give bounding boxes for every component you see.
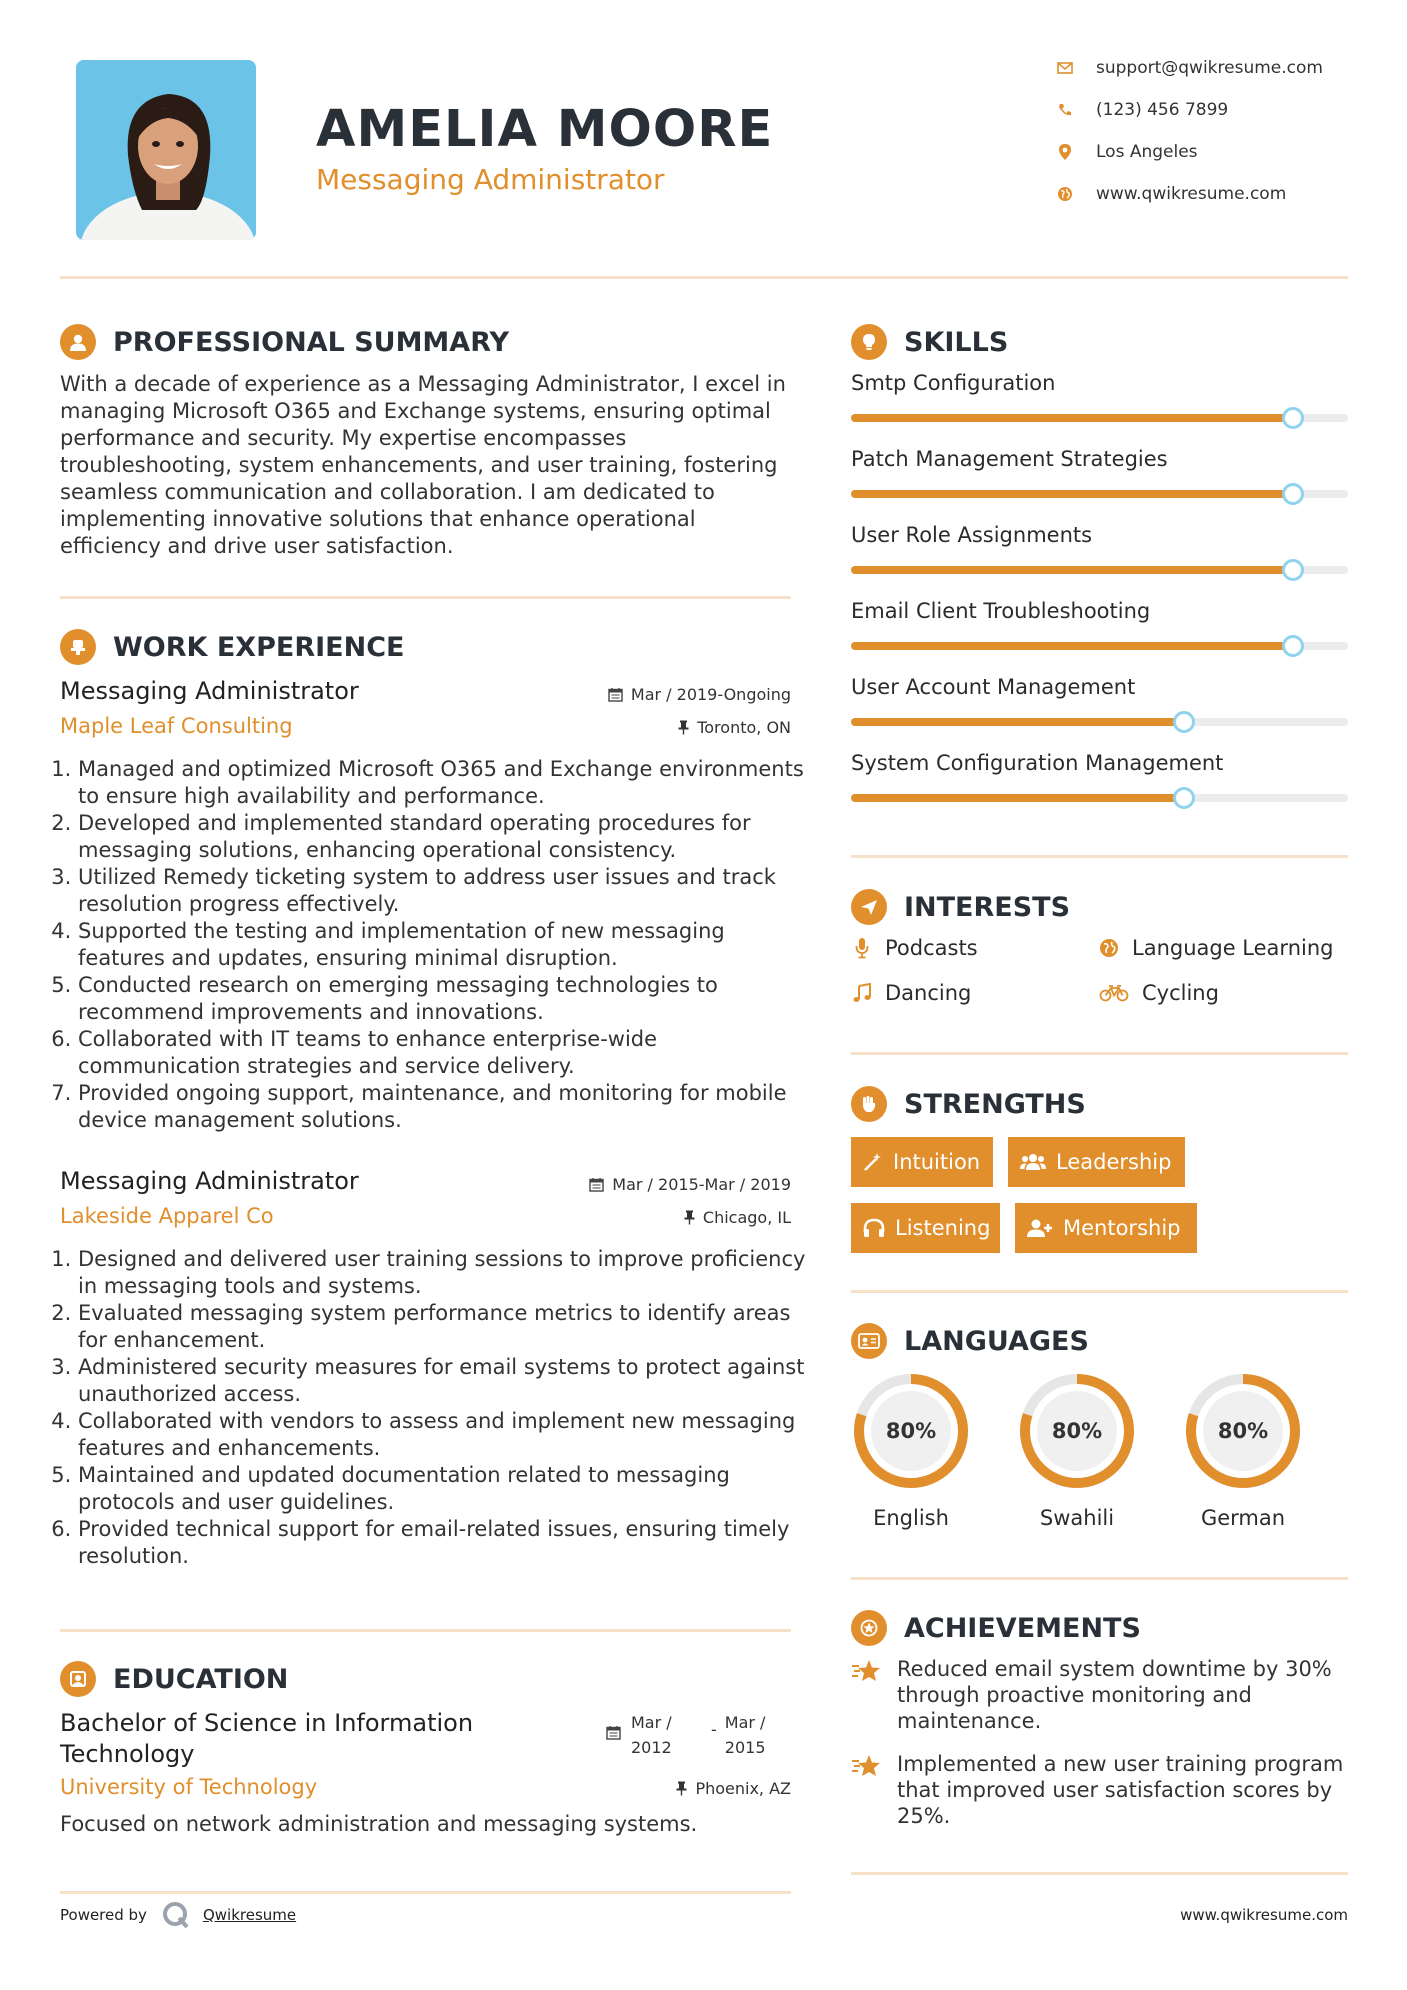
education-start: Mar / 2012 bbox=[631, 1713, 672, 1757]
header-divider bbox=[60, 276, 1348, 279]
pin-icon bbox=[676, 1781, 687, 1796]
skill-fill bbox=[851, 794, 1184, 802]
paper-plane-icon bbox=[851, 889, 887, 925]
duty-item: 6. Collaborated with IT teams to enhance enterprise-wide communication strategies and service delivery. bbox=[78, 1026, 818, 1080]
job-location: Chicago, IL bbox=[480, 1208, 791, 1227]
skill-label: User Account Management bbox=[851, 675, 1136, 699]
summary-text: With a decade of experience as a Messaging Administrator, I excel in managing Microsoft O365 and Exchange systems, ensuring optimal performance and security. My expertise encompasses troubleshooting, system enhancements, and user training, fostering seamless communication and collaboration. I am dedicated to implementing innovative solutions that enhance operational efficiency and drive user satisfaction. bbox=[60, 372, 786, 558]
strength-chip-leadership: Leadership bbox=[1008, 1137, 1185, 1187]
skill-label: System Configuration Management bbox=[851, 751, 1224, 775]
education-dates: Mar / 2012 - Mar / 2015 bbox=[606, 1710, 775, 1760]
interests-divider bbox=[851, 1052, 1348, 1055]
skills-heading: SKILLS bbox=[851, 324, 1008, 360]
pin-icon bbox=[684, 1210, 695, 1225]
trophy-star-icon bbox=[851, 1656, 887, 1734]
briefcase-icon bbox=[60, 629, 96, 665]
candidate-name: AMELIA MOORE bbox=[316, 100, 774, 159]
envelope-icon bbox=[1056, 59, 1074, 77]
duty-item: 5. Maintained and updated documentation related to messaging protocols and user guidelines. bbox=[78, 1462, 818, 1516]
language-ring bbox=[850, 1370, 972, 1492]
headphones-icon bbox=[863, 1218, 885, 1238]
languages-divider bbox=[851, 1577, 1348, 1580]
duty-item: 1. Managed and optimized Microsoft O365 and Exchange environments to ensure high availability and performance. bbox=[78, 756, 818, 810]
duty-item: 1. Designed and delivered user training sessions to improve proficiency in messaging tools and systems. bbox=[78, 1246, 818, 1300]
language-percent: 80% bbox=[1217, 1419, 1269, 1443]
skill-level-knob bbox=[1282, 635, 1304, 657]
graduate-icon bbox=[60, 1661, 96, 1697]
skill-track bbox=[851, 414, 1348, 422]
language-name: German bbox=[1200, 1506, 1286, 1530]
job-location: Toronto, ON bbox=[480, 718, 791, 737]
contact-location bbox=[1056, 142, 1356, 162]
summary-divider bbox=[60, 596, 791, 599]
duty-item: 4. Supported the testing and implementation of new messaging features and updates, ensuring minimal disruption. bbox=[78, 918, 818, 972]
footer-brand-link[interactable]: Qwikresume bbox=[202, 1906, 297, 1924]
skill-track bbox=[851, 642, 1348, 650]
trophy-star-icon bbox=[851, 1751, 887, 1829]
job-title: Messaging Administrator bbox=[60, 1167, 359, 1195]
duty-item: 5. Conducted research on emerging messaging technologies to recommend improvements and innovations. bbox=[78, 972, 818, 1026]
duty-item: 2. Developed and implemented standard operating procedures for messaging solutions, enhancing operational consistency. bbox=[78, 810, 818, 864]
achievements-heading: ACHIEVEMENTS bbox=[851, 1610, 1141, 1646]
language-name: English bbox=[873, 1506, 949, 1530]
user-icon bbox=[60, 324, 96, 360]
contact-email-text: support@qwikresume.com bbox=[1096, 58, 1323, 78]
users-icon bbox=[1020, 1152, 1046, 1172]
skill-label: Email Client Troubleshooting bbox=[851, 599, 1151, 623]
strength-chip-mentorship: Mentorship bbox=[1015, 1203, 1197, 1253]
strength-chip-intuition: Intuition bbox=[851, 1137, 993, 1187]
skill-level-knob bbox=[1173, 711, 1195, 733]
profile-photo bbox=[76, 60, 256, 240]
calendar-icon bbox=[608, 687, 623, 702]
education-description: Focused on network administration and messaging systems. bbox=[60, 1812, 698, 1836]
contact-phone[interactable] bbox=[1056, 100, 1356, 120]
job-duties bbox=[60, 1246, 818, 1570]
strength-chip-listening: Listening bbox=[851, 1203, 1000, 1253]
education-heading: EDUCATION bbox=[60, 1661, 288, 1697]
globe-icon bbox=[1098, 938, 1120, 958]
skill-level-knob bbox=[1173, 787, 1195, 809]
company-name: Maple Leaf Consulting bbox=[60, 714, 293, 738]
interest-item: Cycling bbox=[1098, 981, 1219, 1005]
languages-heading: LANGUAGES bbox=[851, 1323, 1089, 1359]
skills-divider bbox=[851, 855, 1348, 858]
language-ring bbox=[1016, 1370, 1138, 1492]
skill-level-knob bbox=[1282, 559, 1304, 581]
id-card-icon bbox=[851, 1323, 887, 1359]
strengths-divider bbox=[851, 1290, 1348, 1293]
bicycle-icon bbox=[1098, 984, 1130, 1002]
fist-icon bbox=[851, 1086, 887, 1122]
language-ring bbox=[1182, 1370, 1304, 1492]
map-pin-icon bbox=[1056, 143, 1074, 161]
language-percent: 80% bbox=[1051, 1419, 1103, 1443]
duty-item: 3. Utilized Remedy ticketing system to address user issues and track resolution progress effectively. bbox=[78, 864, 818, 918]
lightbulb-icon bbox=[851, 324, 887, 360]
globe-icon bbox=[1056, 185, 1074, 203]
calendar-icon bbox=[606, 1725, 621, 1740]
education-end: Mar / 2015 bbox=[724, 1713, 766, 1757]
skill-track bbox=[851, 490, 1348, 498]
achievements-divider bbox=[851, 1872, 1348, 1875]
pin-icon bbox=[678, 720, 689, 735]
job-dates: Mar / 2015-Mar / 2019 bbox=[480, 1175, 791, 1194]
skill-fill bbox=[851, 414, 1293, 422]
degree-title: Bachelor of Science in Information Technology bbox=[60, 1709, 474, 1768]
interest-item: Language Learning bbox=[1098, 936, 1333, 960]
school-name: University of Technology bbox=[60, 1775, 318, 1799]
skill-label: User Role Assignments bbox=[851, 523, 1093, 547]
skill-fill bbox=[851, 642, 1293, 650]
duty-item: 3. Administered security measures for email systems to protect against unauthorized access. bbox=[78, 1354, 818, 1408]
calendar-icon bbox=[589, 1177, 604, 1192]
strengths-heading: STRENGTHS bbox=[851, 1086, 1086, 1122]
skill-label: Patch Management Strategies bbox=[851, 447, 1168, 471]
contact-email[interactable] bbox=[1056, 58, 1356, 78]
achievement-item: Reduced email system downtime by 30% through proactive monitoring and maintenance. bbox=[851, 1656, 1351, 1734]
skill-label: Smtp Configuration bbox=[851, 371, 1056, 395]
music-note-icon bbox=[851, 983, 873, 1003]
experience-heading: WORK EXPERIENCE bbox=[60, 629, 404, 665]
skill-fill bbox=[851, 718, 1184, 726]
contact-website-text: www.qwikresume.com bbox=[1096, 184, 1287, 204]
skill-track bbox=[851, 794, 1348, 802]
skill-level-knob bbox=[1282, 483, 1304, 505]
duty-item: 4. Collaborated with vendors to assess and implement new messaging features and enhancements. bbox=[78, 1408, 818, 1462]
footer-powered: Powered by Qwikresume bbox=[60, 1900, 296, 1930]
contact-phone-text: (123) 456 7899 bbox=[1096, 100, 1229, 120]
job-dates: Mar / 2019-Ongoing bbox=[480, 685, 791, 704]
experience-divider bbox=[60, 1629, 791, 1632]
footer-website[interactable]: www.qwikresume.com bbox=[1180, 1906, 1348, 1924]
achievement-item: Implemented a new user training program that improved user satisfaction scores by 25%. bbox=[851, 1751, 1351, 1829]
microphone-icon bbox=[851, 937, 873, 959]
duty-item: 6. Provided technical support for email-related issues, ensuring timely resolution. bbox=[78, 1516, 818, 1570]
skill-track bbox=[851, 718, 1348, 726]
qwikresume-logo-icon bbox=[161, 1900, 191, 1930]
star-badge-icon bbox=[851, 1610, 887, 1646]
skill-track bbox=[851, 566, 1348, 574]
job-duties bbox=[60, 756, 818, 1134]
company-name: Lakeside Apparel Co bbox=[60, 1204, 274, 1228]
contact-location-text: Los Angeles bbox=[1096, 142, 1198, 162]
job-title: Messaging Administrator bbox=[60, 677, 359, 705]
summary-heading: PROFESSIONAL SUMMARY bbox=[60, 324, 509, 360]
skill-fill bbox=[851, 566, 1293, 574]
candidate-role: Messaging Administrator bbox=[316, 163, 665, 196]
skill-fill bbox=[851, 490, 1293, 498]
user-plus-icon bbox=[1027, 1218, 1053, 1238]
magic-wand-icon bbox=[863, 1152, 883, 1172]
phone-icon bbox=[1056, 101, 1074, 119]
education-location: Phoenix, AZ bbox=[480, 1779, 791, 1798]
interest-item: Dancing bbox=[851, 981, 971, 1005]
education-divider bbox=[60, 1891, 791, 1894]
duty-item: 2. Evaluated messaging system performance metrics to identify areas for enhancement. bbox=[78, 1300, 818, 1354]
duty-item: 7. Provided ongoing support, maintenance, and monitoring for mobile device management solutions. bbox=[78, 1080, 818, 1134]
interest-item: Podcasts bbox=[851, 936, 978, 960]
skill-level-knob bbox=[1282, 407, 1304, 429]
contact-website[interactable] bbox=[1056, 184, 1356, 204]
language-percent: 80% bbox=[885, 1419, 937, 1443]
interests-heading: INTERESTS bbox=[851, 889, 1070, 925]
language-name: Swahili bbox=[1039, 1506, 1115, 1530]
